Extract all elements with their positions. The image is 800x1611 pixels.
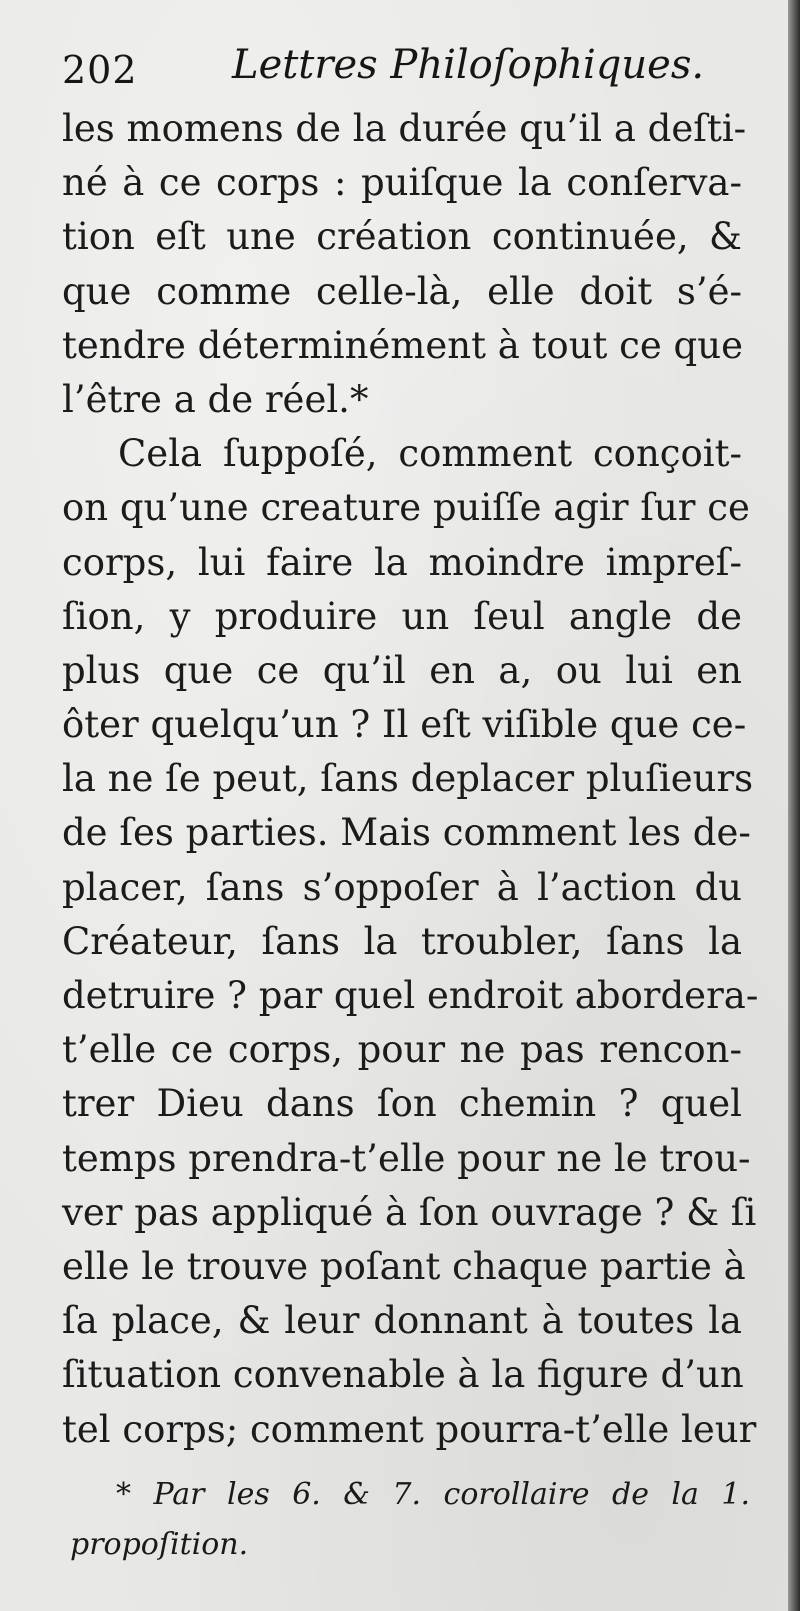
text-line: de ſes parties. Mais comment les de- <box>62 811 751 855</box>
text-line: ſituation convenable à la figure d’un <box>62 1353 744 1397</box>
page-edge-shadow <box>788 0 800 1611</box>
text-line: tel corps; comment pourra-t’elle leur <box>62 1407 757 1451</box>
running-title: Lettres Philoſophiques. <box>232 42 705 88</box>
text-line: l’être a de réel.* <box>62 377 369 421</box>
footnote-line: * Par les 6. & 7. corollaire de la 1. <box>116 1477 750 1512</box>
footnote-line: propoſition. <box>70 1527 249 1562</box>
text-line: né à ce corps : puiſque la conſerva- <box>62 161 742 205</box>
text-line: placer, ſans s’oppoſer à l’action du <box>62 865 742 909</box>
text-line-paragraph-start: Cela ſuppoſé, comment conçoit- <box>118 432 742 476</box>
text-line: t’elle ce corps, pour ne pas rencon- <box>62 1028 742 1072</box>
text-line: tendre déterminément à tout ce que <box>62 323 743 367</box>
text-line: Créateur, ſans la troubler, ſans la <box>62 919 742 963</box>
text-line: tion eſt une création continuée, & <box>62 215 742 259</box>
page-header <box>62 42 705 98</box>
text-line: ôter quelqu’un ? Il eſt viſible que ce- <box>62 703 747 747</box>
text-line: ver pas appliqué à ſon ouvrage ? & ſi <box>62 1190 757 1234</box>
text-line: detruire ? par quel endroit abordera- <box>62 974 759 1017</box>
text-line: trer Dieu dans ſon chemin ? quel <box>62 1082 742 1126</box>
text-line: elle le trouve poſant chaque partie à <box>62 1244 746 1288</box>
text-line: que comme celle-là, elle doit s’é- <box>62 269 742 313</box>
footnote <box>70 1470 750 1570</box>
text-line: on qu’une creature puiſſe agir ſur ce <box>62 486 750 530</box>
text-line: la ne ſe peut, ſans deplacer pluſieurs <box>62 757 754 801</box>
text-line: plus que ce qu’il en a, ou lui en <box>62 648 742 692</box>
text-line: temps prendra-t’elle pour ne le trou- <box>62 1136 751 1180</box>
text-line: les momens de la durée qu’il a deſti- <box>62 107 747 150</box>
page-number: 202 <box>62 48 138 92</box>
text-line: ſion, y produire un ſeul angle de <box>62 594 742 638</box>
body-text <box>62 102 759 1457</box>
text-line: ſa place, & leur donnant à toutes la <box>62 1299 742 1343</box>
text-line: corps, lui faire la moindre impreſ- <box>62 540 742 584</box>
